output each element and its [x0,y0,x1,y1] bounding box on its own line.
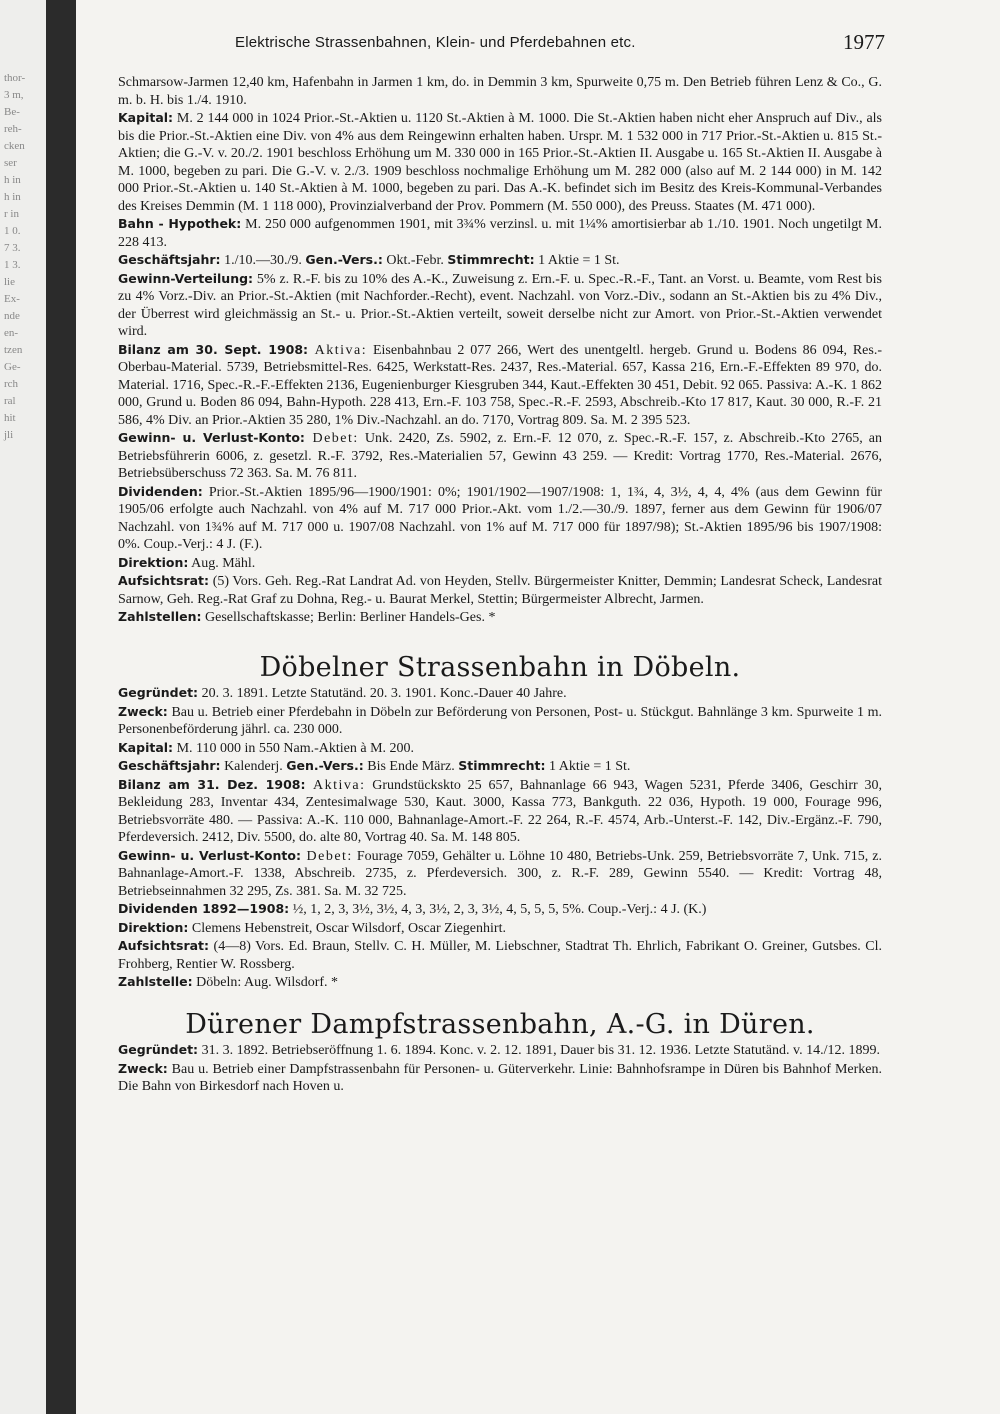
margin-fragment: hit [4,412,16,424]
entry-paragraph [118,74,882,109]
field-text: M. 250 000 aufgenommen 1901, mit 3¾% verzinsl. u. mit 1¼% amortisierbar ab 1./10. 1901. Noch ungetilgt M. 228 413. [118,217,882,250]
field-label: Geschäftsjahr: [118,758,221,773]
spaced-label: Debet: [300,848,353,864]
field-text: 1./10.—30./9. [220,253,306,268]
spaced-label: Aktiva: [308,342,368,358]
field-label: Direktion: [118,919,189,935]
margin-fragment: lie [4,276,15,288]
field-text: Bau u. Betrieb einer Pferdebahn in Döbeln zur Beförderung von Personen, Post- u. Stückgut. Bahnlänge 3 km. Spurweite 1 m. Personenbeförderung jährl. ca. 230 000. [118,704,882,737]
field-text: M. 2 144 000 in 1024 Prior.-St.-Aktien u. 1120 St.-Aktien à M. 1000. Die St.-Aktien haben nicht eher Anspruch auf Div., als bis die Prior.-St.-Aktien eine Div. von 4% aus dem Reingewinn erhalten haben. Urspr. M. 1 532 000 in 717 Prior.-St.-Aktien u. 815 St.-Aktien; die G.-V. v. 20./2. 1901 beschloss Erhöhung um M. 330 000 in 165 Prior.-St.-Aktien II. Ausgabe u. 165 St.-Aktien II. Ausgabe à M. 1000, begeben zu pari. Die G.-V. v. 2./3. 1909 beschloss nochmalige Erhöhung um M. 282 000 (also auf M. 2 144 000) in M. 142 000 Prior.-St.-Aktien u. 140 St.-Aktien à M. 1000, begeben zu pari. Das A.-K. befindet sich im Besitz des Kreis-Kommunal-Verbandes des Kreises Demmin (M. 1 118 000), Provinzialverband der Prov. Pommern (M. 550 000), des Preuss. Staates (M. 471 000). [118,111,882,214]
margin-fragment: Be- [4,106,20,118]
field-label: Direktion: [118,554,189,570]
field-text: 31. 3. 1892. Betriebseröffnung 1. 6. 1894. Konc. v. 2. 12. 1891, Dauer bis 31. 12. 1936. Letzte Statutänd. v. 14./12. 1899. [198,1043,880,1058]
entry-paragraph [118,270,882,341]
running-title: Elektrische Strassenbahnen, Klein- und Pferdebahnen etc. [235,34,636,51]
entry-paragraph [118,900,882,919]
field-label: Stimmrecht: [458,758,546,773]
margin-fragment: 1 3. [4,259,21,271]
field-text: (5) Vors. Geh. Reg.-Rat Landrat Ad. von Heyden, Stellv. Bürgermeister Knitter, Demmin; Landesrat Scheck, Landesrat Sarnow, Geh. Reg.-Rat Graf zu Dohna, Reg.- u. Baurat Merkel, Stettin; Bürgermeister Albrecht, Jarmen. [118,574,882,607]
field-label: Dividenden 1892—1908: [118,901,290,916]
field-text: Unk. 2420, Zs. 5902, z. Ern.-F. 12 070, z. Spec.-R.-F. 157, z. Abschreib.-Kto 2765, an Betriebsführerin 6006, z. gesetzl. R.-F. 3792, Res.-Materialien 57, Gewinn 43 259. — Kredit: Vortrag 1770, Res.-Material. 2676, Betriebsüberschuss 72 363. Sa. M. 76 811. [118,431,882,481]
margin-fragment: jli [4,429,14,441]
margin-fragment: thor- [4,72,26,84]
entry-paragraph [118,1041,882,1060]
margin-fragment: en- [4,327,19,339]
entry-paragraph [118,429,882,483]
field-text: 1 Aktie = 1 St. [545,759,631,774]
field-label: Gewinn- u. Verlust-Konto: [118,430,305,445]
entry-paragraph [118,847,882,901]
field-text: ½, 1, 2, 3, 3½, 3½, 4, 3, 3½, 2, 3, 3½, 4, 5, 5, 5, 5%. Coup.-Verj.: 4 J. (K.) [289,902,707,917]
margin-fragment: ral [4,395,16,407]
entry-paragraph [118,776,882,847]
margin-fragment: r in [4,208,19,220]
entry-paragraph [118,739,882,758]
field-text: Fourage 7059, Gehälter u. Löhne 10 480, Betriebs-Unk. 259, Betriebsvorräte 7, Unk. 715, z. Bahnanlage-Amort.-F. 1338, Abschreib. 2735, z. Pferdeversich. 300, z. R.-F. 289, Gewinn 5540. — Kredit: Vortrag 48, Betriebseinnahmen 32 295, Zs. 381. Sa. M. 32 725. [118,848,882,899]
company-heading-dueren: Dürener Dampfstrassenbahn, A.-G. in Düren. [185,1008,815,1040]
field-text: Aug. Mähl. [188,555,256,571]
field-label: Gegründet: [118,685,199,700]
margin-fragment: ser [4,157,17,169]
field-text: (4—8) Vors. Ed. Braun, Stellv. C. H. Müller, M. Liebschner, Stadtrat Th. Ehrlich, Fabrikant O. Greiner, Gutsbes. Cl. Frohberg, Rentier W. Rossberg. [118,939,882,972]
margin-fragment: h in [4,191,21,203]
margin-fragment: 3 m, [4,89,24,101]
entry-paragraph [118,554,882,573]
entry-paragraph [118,341,882,430]
margin-fragment: 7 3. [4,242,21,254]
entry-paragraph [118,1060,882,1096]
margin-fragment: rch [4,378,19,390]
field-text: Clemens Hebenstreit, Oscar Wilsdorf, Oscar Ziegenhirt. [188,920,506,936]
field-label: Zweck: [118,1060,168,1076]
field-label: Aufsichtsrat: [118,938,210,953]
adjacent-page-edge [0,0,47,1414]
spaced-label: Aktiva: [305,777,366,793]
field-text: 5% z. R.-F. bis zu 10% des A.-K., Zuweisung z. Ern.-F. u. Spec.-R.-F., Tant. an Vorst. u. Beamte, vom Rest bis zu 4% Vorz.-Div. an Prior.-St.-Aktien (mit Nachforder.-Recht), event. Nachzahl. von Vorz.-Div., sodann an St.-Aktien bis zu 4% Div., der Überrest wird gleichmässig an St.- u. Prior.-St.-Aktien verteilt, soweit derselbe nicht zur Amort. von Prior.-St.-Aktien verwendet wird. [118,271,882,339]
field-text: 1 Aktie = 1 St. [534,253,620,268]
entry-paragraph [118,684,882,703]
section-doebeln [118,684,882,992]
field-label: Zahlstelle: [118,974,193,989]
margin-fragment: Ex- [4,293,20,305]
entry-paragraph [118,251,882,270]
margin-fragment: 1 0. [4,225,21,237]
margin-fragment: tzen [4,344,23,356]
entry-paragraph [118,109,882,215]
section-continued-entry [118,74,882,627]
field-label: Zweck: [118,703,168,719]
spaced-label: Debet: [304,431,359,446]
entry-paragraph [118,215,882,251]
margin-fragment: cken [4,140,25,152]
field-label: Kapital: [118,110,174,125]
field-label: Gen.-Vers.: [305,252,383,267]
field-label: Gegründet: [118,1042,199,1057]
field-text: Döbeln: Aug. Wilsdorf. * [192,975,339,990]
field-text: 20. 3. 1891. Letzte Statutänd. 20. 3. 1901. Konc.-Dauer 40 Jahre. [198,686,567,701]
field-text: Kalenderj. [220,759,287,774]
page-content [118,74,882,1096]
field-label: Zahlstellen: [118,609,202,624]
page-header [95,30,885,58]
margin-fragment: h in [4,174,21,186]
field-label: Aufsichtsrat: [118,573,210,588]
field-text: Grundstückskto 25 657, Bahnanlage 66 943, Wagen 5231, Pferde 3406, Geschirr 30, Bekleidung 283, Inventar 434, Zentesimalwage 530, Kaut. 3000, Kassa 773, Bankguth. 22 036, Hypoth. 19 000, Fourage 996, Betriebsvorräte 480. — Passiva: A.-K. 110 000, Bahnanlage-Amort.-F. 22 264, R.-F. 4574, Arb.-Unterst.-F. 142, Div.-Ergänz.-F. 790, Pferdeversich. 2412, Div. 5500, do. alte 80, Vortrag 40. Sa. M. 148 805. [118,777,882,845]
page-number: 1977 [843,30,885,54]
field-label: Gen.-Vers.: [286,758,364,773]
book-gutter [46,0,76,1414]
entry-paragraph [118,572,882,608]
field-text: Okt.-Febr. [382,253,448,268]
entry-paragraph [118,483,882,554]
entry-paragraph [118,973,882,992]
field-label: Gewinn- u. Verlust-Konto: [118,847,301,863]
field-label: Dividenden: [118,483,203,499]
field-label: Kapital: [118,739,174,755]
section-dueren [118,1041,882,1096]
entry-paragraph [118,937,882,973]
margin-fragment: Ge- [4,361,21,373]
field-text: Eisenbahnbau 2 077 266, Wert des unentgeltl. hergeb. Grund u. Bodens 86 094, Res.-Oberbau-Material. 5739, Betriebsmittel-Res. 6425, Werkstatt-Res. 2437, Res.-Material. 657, Kassa 216, Ern.-F.-Effekten 89 970, do. Material. 1716, Spec.-R.-F.-Effekten 2136, Eugenienburger Kiesgruben 344, Kaut.-Effekten 30 451, Debit. 92 065. Passiva: A.-K. 1 862 000, Grund u. Boden 86 094, Bahn-Hypoth. 228 413, Ern.-F. 103 758, Spec.-R.-F. 2593, Abschreib.-Kto 17 817, Kaut. 30 000, R.-F. 21 586, 4% Div. an Prior.-Aktien 35 280, 1% Div.-Nachzahl. an do. 7170, Vortrag 809. Sa. M. 2 395 523. [118,342,882,428]
field-label: Bahn - Hypothek: [118,216,242,231]
company-heading-doebeln: Döbelner Strassenbahn in Döbeln. [259,651,741,683]
field-label: Geschäftsjahr: [118,252,221,267]
field-label: Bilanz am 30. Sept. 1908: [118,341,309,357]
entry-paragraph [118,757,882,776]
field-label: Gewinn-Verteilung: [118,270,254,286]
field-text: Bis Ende März. [363,759,459,774]
entry-paragraph [118,703,882,739]
entry-paragraph [118,608,882,627]
field-label: Bilanz am 31. Dez. 1908: [118,776,306,792]
field-text: Gesellschaftskasse; Berlin: Berliner Handels-Ges. * [201,610,496,625]
field-text: Schmarsow-Jarmen 12,40 km, Hafenbahn in Jarmen 1 km, do. in Demmin 3 km, Spurweite 0,75 m. Den Betrieb führen Lenz & Co., G. m. b. H. bis 1./4. 1910. [118,75,882,108]
field-text: Bau u. Betrieb einer Dampfstrassenbahn für Personen- u. Güterverkehr. Linie: Bahnhofsrampe in Düren bis Bahnhof Merken. Die Bahn von Birkesdorf nach Hoven u. [118,1061,882,1094]
margin-fragment: nde [4,310,20,322]
field-text: Prior.-St.-Aktien 1895/96—1900/1901: 0%; 1901/1902—1907/1908: 1, 1¾, 4, 3½, 4, 4, 4% (aus dem Gewinn für 1905/06 erfolgte auch Nachzahl. von 4% auf M. 717 000 Prior.-Akt. vom 1./2.—30./9. 1897, ferner aus dem Gewinn für 1906/07 Nachzahl. von 1¾% auf M. 717 000 u. 1907/08 Nachzahl. von 1% auf M. 717 000 für 1897/98); St.-Aktien 1895/96 bis 1907/1908: 0%. Coup.-Verj.: 4 J. (F.). [118,484,882,552]
entry-paragraph [118,919,882,938]
margin-fragment: reh- [4,123,22,135]
field-text: M. 110 000 in 550 Nam.-Aktien à M. 200. [173,740,415,756]
field-label: Stimmrecht: [447,252,535,267]
